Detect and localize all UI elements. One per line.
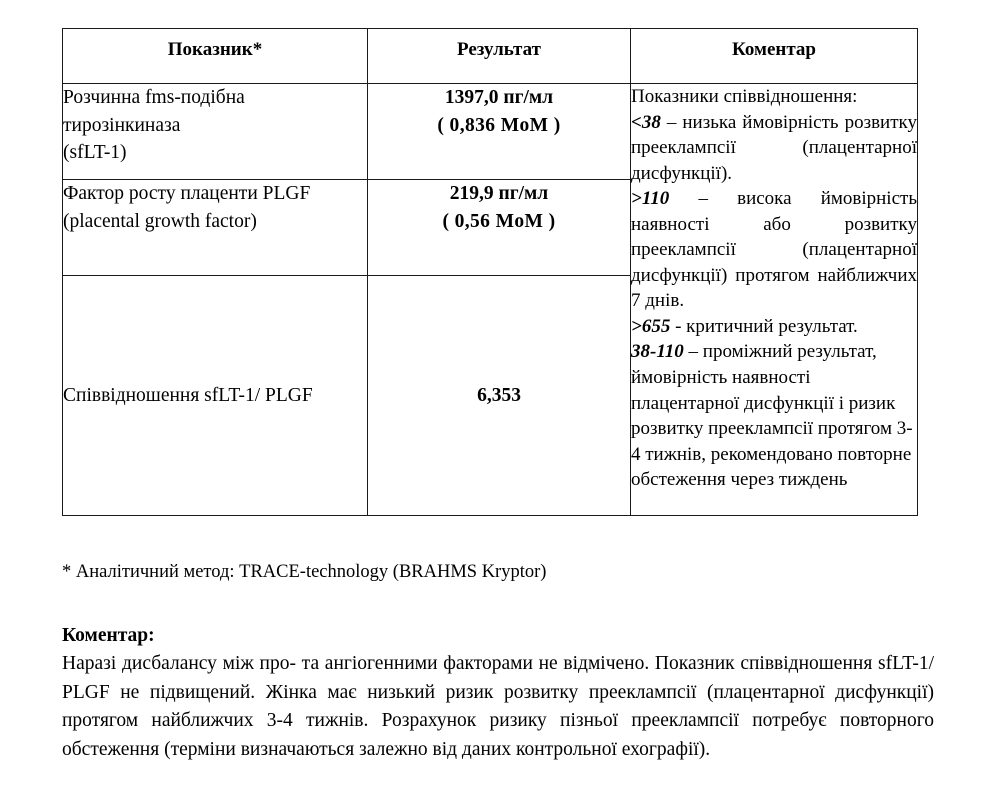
result-cell-ratio <box>368 276 631 516</box>
column-header-result-label: Результат <box>457 39 541 60</box>
column-header-comment <box>631 29 918 84</box>
threshold-text: – низька ймовірність розвитку прееклампсії (плацентарної дисфункції). <box>631 111 917 184</box>
indicator-line: Розчинна fms-подібна <box>63 87 245 108</box>
table-footnote: * Аналітичний метод: TRACE-technology (BRAHMS Kryptor) <box>62 562 547 582</box>
comment-intro: Показники співвідношення: <box>631 86 858 107</box>
result-value: 219,9 пг/мл <box>449 183 549 204</box>
bottom-comment-body: Наразі дисбалансу між про- та ангіогенними факторами не відмічено. Показник співвідношення sfLT-1/ PLGF не підвищений. Жінка має низький ризик розвитку прееклампсії (плацентарної дисфункції) протягом найближчих 3-4 тижнів. Розрахунок ризику пізньої прееклампсії потребує повторного обстеження (терміни визначаються залежно від даних контрольної ехографії). <box>62 653 934 760</box>
column-header-result <box>368 29 631 84</box>
result-value: 1397,0 пг/мл <box>444 87 554 108</box>
result-cell-plgf <box>368 180 631 276</box>
comment-segment-high <box>631 186 917 314</box>
comment-segment-low <box>631 110 917 187</box>
threshold-text: – проміжний результат, ймовірність наявності плацентарної дисфункції і ризик розвитку прееклампсії протягом 3-4 тижнів, рекомендовано повторне обстеження через тиждень <box>631 341 913 491</box>
bottom-comment-title: Коментар: <box>62 625 155 646</box>
threshold-text: - критичний результат. <box>670 315 858 337</box>
indicator-line: Фактор росту плаценти PLGF <box>63 183 311 204</box>
table-row <box>63 84 918 180</box>
column-header-indicator-label: Показник* <box>167 39 263 60</box>
column-header-comment-label: Коментар <box>732 39 816 60</box>
indicator-cell-plgf <box>63 180 368 276</box>
threshold-value: >655 <box>631 315 671 337</box>
lab-results-table <box>62 28 918 516</box>
threshold-value: 38-110 <box>631 341 684 363</box>
indicator-cell-sflt1 <box>63 84 368 180</box>
comment-cell-reference-ranges <box>631 84 918 516</box>
result-mom: ( 0,56 MoM ) <box>442 210 556 232</box>
threshold-value: >110 <box>631 188 670 210</box>
threshold-text: – висока ймовірність наявності або розвитку прееклампсії (плацентарної дисфункції) протягом найближчих 7 днів. <box>631 188 917 312</box>
comment-segment-critical <box>631 314 917 340</box>
result-value: 6,353 <box>477 384 521 406</box>
result-mom: ( 0,836 MoM ) <box>437 114 561 136</box>
indicator-line: (placental growth factor) <box>63 210 257 232</box>
table-header-row <box>63 29 918 84</box>
indicator-line: тирозінкиназа <box>63 114 181 136</box>
column-header-indicator <box>63 29 368 84</box>
result-cell-sflt1 <box>368 84 631 180</box>
threshold-value: <38 <box>631 111 661 133</box>
indicator-cell-ratio <box>63 276 368 516</box>
indicator-line: Співвідношення sfLT-1/ PLGF <box>63 384 313 406</box>
comment-segment-intermediate <box>631 339 917 492</box>
indicator-line: (sfLT-1) <box>63 142 127 164</box>
bottom-comment-block <box>62 625 934 765</box>
